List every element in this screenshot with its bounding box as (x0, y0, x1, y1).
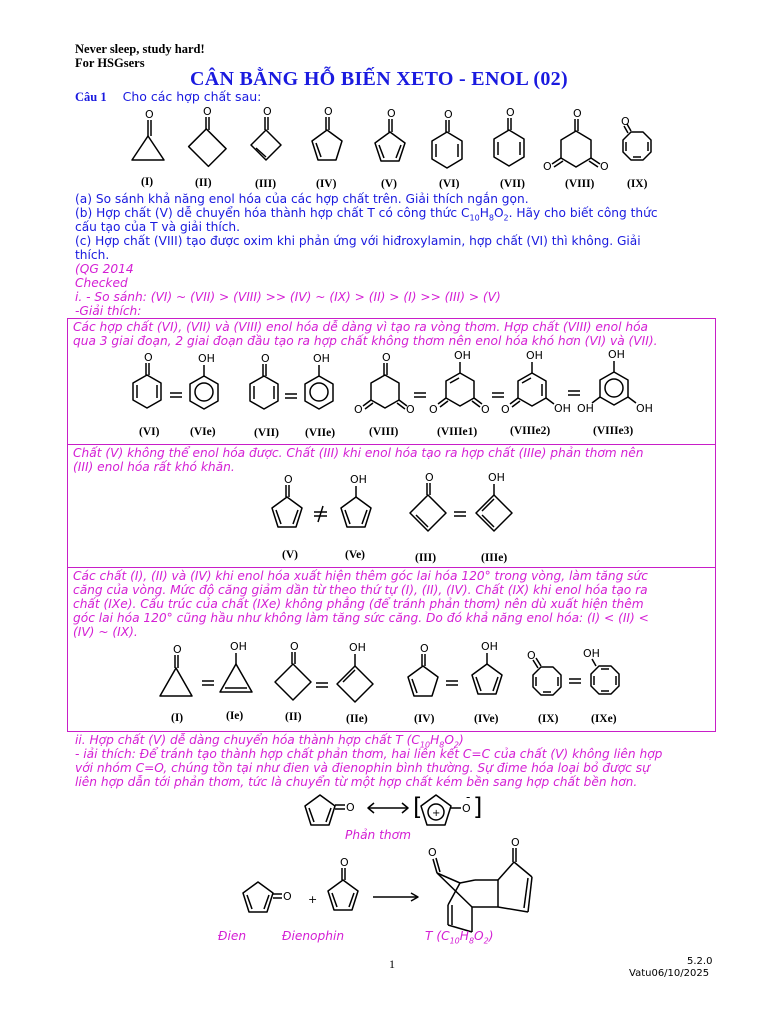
oxygen-label: O (324, 105, 333, 118)
svg-text:O: O (481, 403, 490, 416)
svg-text:-: - (466, 790, 471, 804)
reason-line2: với nhóm C=O, chúng tồn tại như đien và đienophin bình thường. Sự đime hóa loại bỏ được sự (75, 761, 650, 775)
oxygen-label: O (573, 107, 582, 120)
box3-label-ix: (IX) (538, 713, 559, 725)
svg-text:O: O (340, 856, 349, 869)
version-number: 5.2.0 (687, 956, 713, 967)
box1-line2: qua 3 giai đoạn, 2 giai đoạn đầu tạo ra hợp chất không thơm nên enol hóa khó hơn (VI) và (VII). (73, 334, 658, 348)
box2-label-v: (V) (282, 549, 298, 561)
header-motto: Never sleep, study hard! (75, 42, 205, 56)
box3-line4: góc lai hóa 120° cũng hầu như không làm tăng sức căng. Do đó khả năng enol hóa: (I) < (II) < (73, 611, 649, 625)
box2-line2: (III) enol hóa rất khó khăn. (73, 460, 235, 474)
svg-text:OH: OH (349, 641, 366, 654)
box3-label-ie: (Ie) (226, 710, 244, 722)
svg-text:O: O (283, 890, 292, 903)
compound-label-vii: (VII) (500, 178, 525, 190)
svg-text:O: O (462, 802, 471, 815)
question-part-b-cont: cấu tạo của T và giải thích. (75, 220, 241, 234)
svg-text:OH: OH (488, 471, 505, 484)
antiaromatic-label: Phản thơm (345, 828, 411, 842)
box3-line1: Các chất (I), (II) và (IV) khi enol hóa xuất hiện thêm góc lai hóa 120° trong vòng, làm tăng sức (73, 569, 648, 583)
svg-text:OH: OH (554, 402, 571, 415)
box1-label-viiie1: (VIIIe1) (437, 426, 478, 438)
svg-text:+: + (432, 808, 441, 819)
svg-text:OH: OH (350, 473, 367, 486)
box3-line2: căng của vòng. Mức độ căng giảm dần từ theo thứ tự (I), (II), (IV). Chất (IX) khi enol hóa tạo ra (73, 583, 648, 597)
footer-date: Vatu06/10/2025 (629, 968, 710, 979)
oxygen-label: O (621, 115, 630, 128)
svg-text:O: O (144, 351, 153, 364)
oxygen-label: O (387, 107, 396, 120)
page-title: CÂN BẰNG HỖ BIẾN XETO - ENOL (02) (190, 68, 568, 90)
box3-line3: chất (IXe). Cấu trúc của chất (IXe) không phẳng (để tránh phản thơm) nên dù xuất hiện thêm (73, 597, 644, 611)
dienophile-label: Đienophin (282, 929, 345, 943)
diene-label: Đien (218, 929, 247, 943)
box1-label-viie: (VIIe) (305, 427, 336, 439)
svg-text:+: + (308, 893, 318, 906)
answer-explain-heading: -Giải thích: (75, 304, 142, 318)
question-intro-text: Cho các hợp chất sau: (122, 89, 262, 104)
compound-label-v: (V) (381, 178, 397, 190)
answer-source: (QG 2014 (75, 262, 134, 276)
product-t-structure (428, 836, 532, 932)
svg-text:OH: OH (481, 640, 498, 653)
question-part-c: (c) Hợp chất (VIII) tạo được oxim khi phản ứng với hiđroxylamin, hợp chất (VI) thì không. Giải (75, 234, 641, 248)
bracket-left: [ (413, 793, 423, 821)
compound-label-iii: (III) (255, 178, 277, 190)
svg-text:OH: OH (454, 349, 471, 362)
oxygen-label: O (203, 105, 212, 118)
oxygen-label: O (543, 160, 552, 173)
bracket-right: ] (473, 793, 483, 821)
oxygen-label: O (263, 105, 272, 118)
svg-text:O: O (354, 403, 363, 416)
question-label: Câu 1 (75, 90, 107, 104)
question-part-a: (a) So sánh khả năng enol hóa của các hợp chất trên. Giải thích ngắn gọn. (75, 192, 529, 206)
box1-line1: Các hợp chất (VI), (VII) và (VIII) enol hóa dễ dàng vì tạo ra vòng thơm. Hợp chất (VIII) enol hóa (73, 320, 649, 334)
box3-line5: (IV) ~ (IX). (73, 625, 138, 639)
oxygen-label: O (600, 160, 609, 173)
box3-label-i: (I) (171, 712, 184, 724)
box2-line1: Chất (V) không thể enol hóa được. Chất (III) khi enol hóa tạo ra hợp chất (IIIe) phản thơm nên (73, 446, 644, 460)
header-audience: For HSGsers (75, 56, 145, 70)
compound-label-vi: (VI) (439, 178, 460, 190)
answer-part-ii: ii. Hợp chất (V) dễ dàng chuyển hóa thành hợp chất T $(C_{10}H_8O_2)$ (75, 733, 464, 750)
svg-text:O: O (420, 642, 429, 655)
svg-text:O: O (511, 836, 520, 849)
oxygen-label: O (145, 108, 154, 121)
box2-label-iii: (III) (415, 552, 437, 564)
svg-text:O: O (429, 403, 438, 416)
svg-text:O: O (284, 473, 293, 486)
svg-text:O: O (290, 640, 299, 653)
svg-text:O: O (527, 649, 536, 662)
reason-line1: - iải thích: Để tránh tạo thành hợp chất phản thơm, hai liên kết C=C của chất (V) không liên hợp (75, 747, 663, 761)
box3-label-iv: (IV) (414, 713, 435, 725)
svg-text:OH: OH (313, 352, 330, 365)
box3-label-iie: (IIe) (346, 713, 368, 725)
compound-label-i: (I) (141, 176, 154, 188)
svg-text:OH: OH (583, 647, 600, 660)
compound-label-viii: (VIII) (565, 178, 595, 190)
compound-label-iv: (IV) (316, 178, 337, 190)
svg-text:O: O (173, 643, 182, 656)
box3-label-ive: (IVe) (474, 713, 499, 725)
svg-text:O: O (346, 801, 355, 814)
product-label: T $(C_{10}H_8O_2)$ (425, 929, 494, 946)
svg-text:O: O (406, 403, 415, 416)
svg-text:OH: OH (198, 352, 215, 365)
box3-label-ii: (II) (285, 711, 302, 723)
svg-text:OH: OH (230, 640, 247, 653)
page-number: 1 (389, 957, 395, 971)
box1-label-vie: (VIe) (190, 426, 216, 438)
svg-text:O: O (428, 846, 437, 859)
svg-text:O: O (501, 403, 510, 416)
oxygen-label: O (506, 106, 515, 119)
svg-text:OH: OH (636, 402, 653, 415)
box1-label-vi: (VI) (139, 426, 160, 438)
answer-checked: Checked (75, 276, 128, 290)
reason-line3: liên hợp dẫn tới phản thơm, tức là chuyển từ một hợp chất kém bền sang hợp chất bền hơn. (75, 775, 638, 789)
answer-comparison: i. - So sánh: (VI) ~ (VII) > (VIII) >> (IV) ~ (IX) > (II) > (I) >> (III) > (V) (75, 290, 501, 304)
box3-label-ixe: (IXe) (591, 713, 617, 725)
box1-label-viii: (VIII) (369, 426, 399, 438)
svg-text:OH: OH (526, 349, 543, 362)
svg-text:O: O (261, 352, 270, 365)
svg-text:OH: OH (577, 402, 594, 415)
question-part-c-cont: thích. (75, 248, 110, 262)
oxygen-label: O (444, 108, 453, 121)
box2-label-iiie: (IIIe) (481, 552, 508, 564)
compound-label-ix: (IX) (627, 178, 648, 190)
question-part-b: (b) Hợp chất (V) dễ chuyển hóa thành hợp chất T có công thức $C_{10}H_8O_2$. Hãy cho biết công thức (75, 206, 658, 223)
box1-label-viiie3: (VIIIe3) (593, 425, 634, 437)
svg-text:O: O (382, 351, 391, 364)
box1-label-viiie2: (VIIIe2) (510, 425, 551, 437)
compound-label-ii: (II) (195, 177, 212, 189)
box1-label-vii: (VII) (254, 427, 279, 439)
svg-text:OH: OH (608, 348, 625, 361)
svg-text:O: O (425, 471, 434, 484)
box2-label-ve: (Ve) (345, 549, 366, 561)
